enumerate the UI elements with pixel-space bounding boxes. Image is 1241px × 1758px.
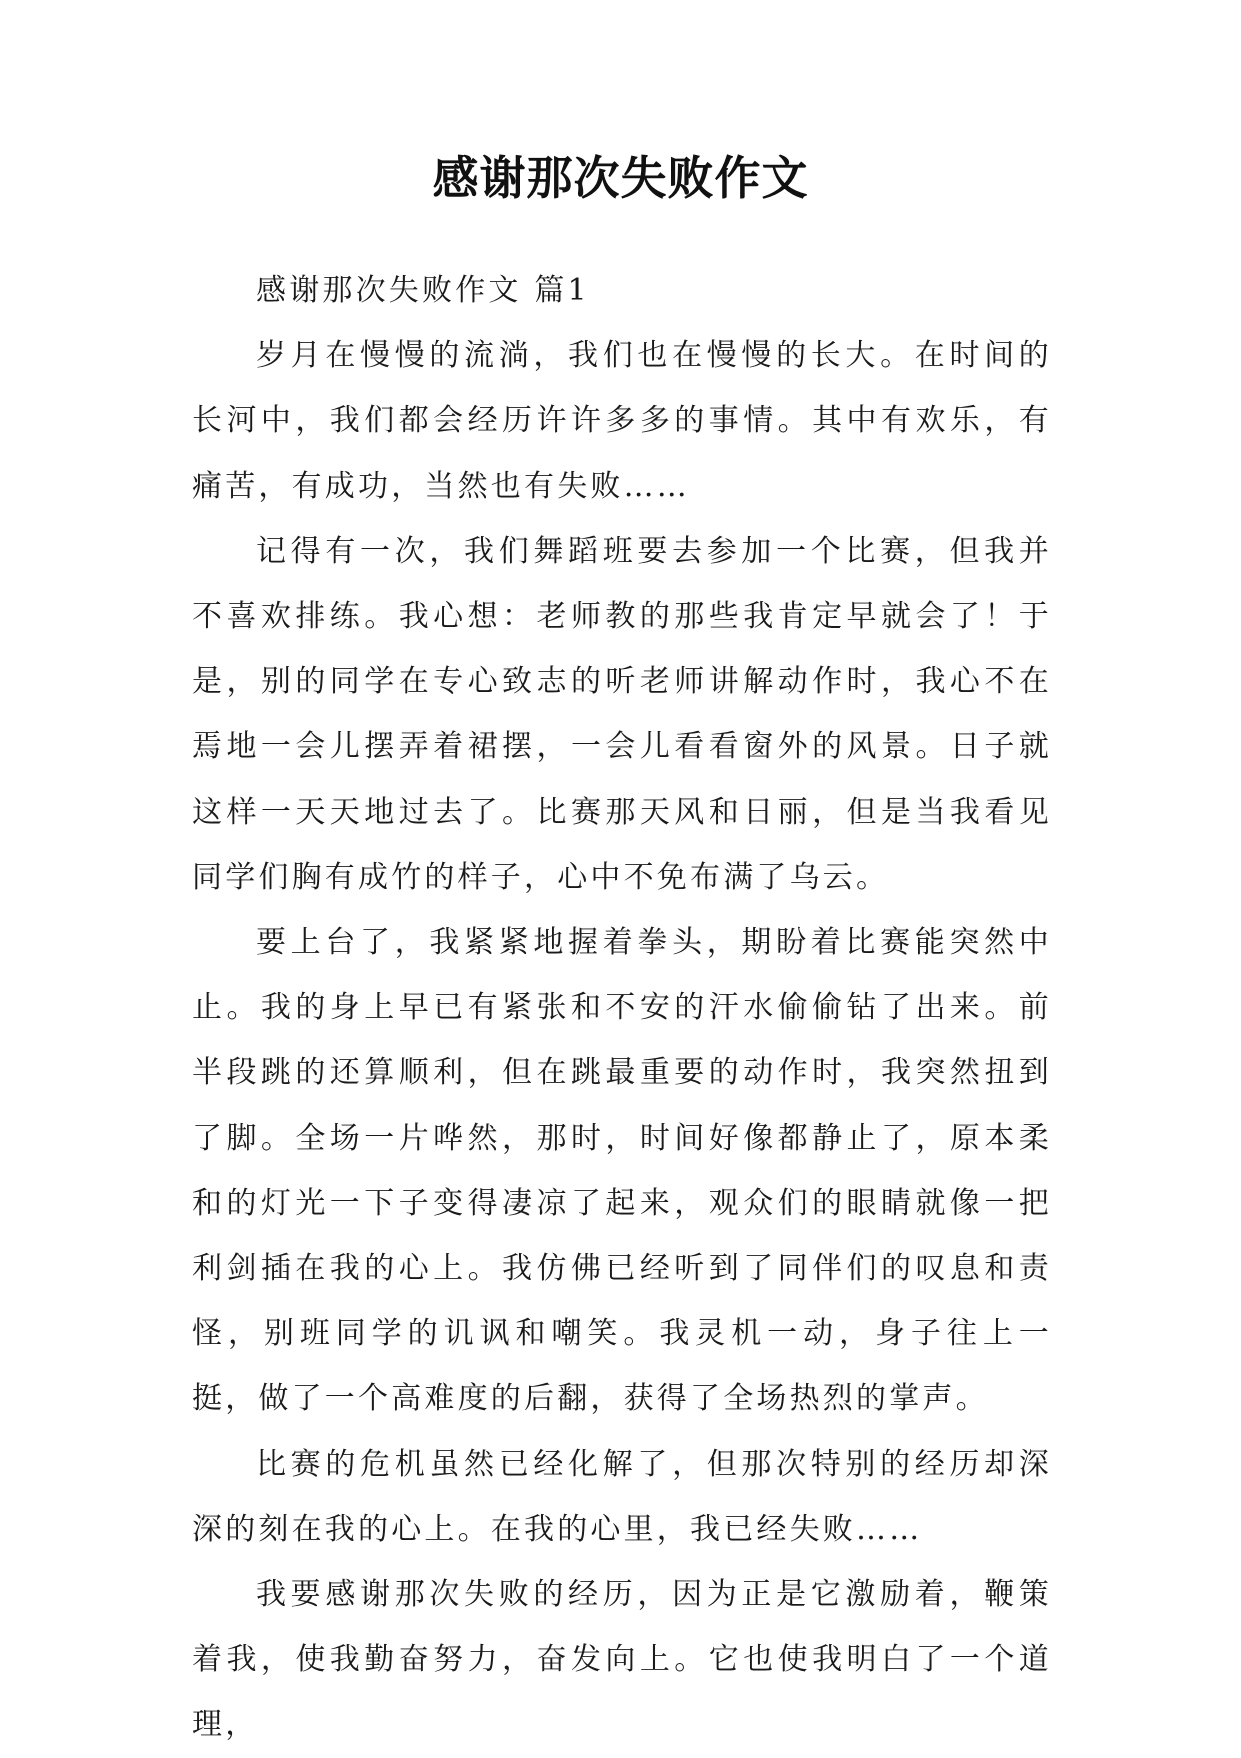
document-body [192, 258, 1052, 1758]
paragraph: 岁月在慢慢的流淌，我们也在慢慢的长大。在时间的长河中，我们都会经历许许多多的事情。其中有欢乐，有痛苦，有成功，当然也有失败…… [192, 338, 1052, 504]
section-heading: 感谢那次失败作文 篇1 [256, 273, 590, 308]
paragraph: 我要感谢那次失败的经历，因为正是它激励着，鞭策着我，使我勤奋努力，奋发向上。它也使我明白了一个道理， [192, 1577, 1052, 1743]
paragraph: 比赛的危机虽然已经化解了，但那次特别的经历却深深的刻在我的心上。在我的心里，我已经失败…… [192, 1446, 1052, 1547]
paragraph: 要上台了，我紧紧地握着拳头，期盼着比赛能突然中止。我的身上早已有紧张和不安的汗水偷偷钻了出来。前半段跳的还算顺利，但在跳最重要的动作时，我突然扭到了脚。全场一片哗然，那时，时间好像都静止了，原本柔和的灯光一下子变得凄凉了起来，观众们的眼睛就像一把利剑插在我的心上。我仿佛已经听到了同伴们的叹息和责怪，别班同学的讥讽和嘲笑。我灵机一动，身子往上一挺，做了一个高难度的后翻，获得了全场热烈的掌声。 [192, 925, 1052, 1417]
document-title: 感谢那次失败作文 [432, 151, 809, 205]
paragraph: 记得有一次，我们舞蹈班要去参加一个比赛，但我并不喜欢排练。我心想：老师教的那些我肯定早就会了！于是，别的同学在专心致志的听老师讲解动作时，我心不在焉地一会儿摆弄着裙摆，一会儿看看窗外的风景。日子就这样一天天地过去了。比赛那天风和日丽，但是当我看见同学们胸有成竹的样子，心中不免布满了乌云。 [192, 533, 1052, 895]
